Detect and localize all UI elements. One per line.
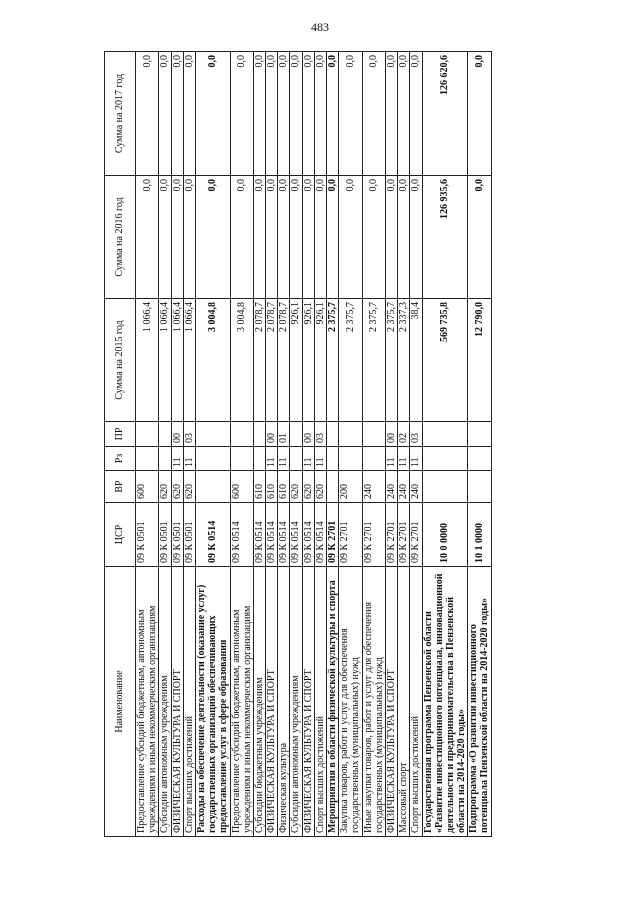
header-sum-2017: Сумма на 2017 год [105, 52, 136, 176]
cell-vr: 610 [266, 471, 278, 503]
cell-csr: 09 К 0501 [183, 503, 195, 567]
cell-sum-2017: 0,0 [278, 52, 290, 176]
cell-rz [468, 447, 491, 471]
cell-sum-2015: 569 735,8 [422, 299, 468, 422]
cell-sum-2016: 0,0 [314, 176, 326, 299]
cell-name: Предоставление субсидий бюджетным, автономным учреждениям и иным некоммерческим организациям [136, 567, 159, 837]
cell-sum-2016: 0,0 [327, 176, 339, 299]
cell-vr: 620 [314, 471, 326, 503]
cell-vr: 620 [290, 471, 302, 503]
cell-csr: 09 К 0514 [290, 503, 302, 567]
cell-vr: 610 [278, 471, 290, 503]
cell-sum-2015: 2 375,7 [339, 299, 362, 422]
cell-rz [253, 447, 265, 471]
cell-pr [195, 422, 230, 447]
table-row [253, 52, 265, 837]
cell-csr: 09 К 0501 [171, 503, 183, 567]
cell-csr: 09 К 0501 [159, 503, 171, 567]
cell-csr: 10 0 0000 [422, 503, 468, 567]
cell-name: Предоставление субсидий бюджетным, автономным учреждениям и иным некоммерческим организациям [230, 567, 253, 837]
cell-sum-2016: 0,0 [266, 176, 278, 299]
cell-name: Иные закупки товаров, работ и услуг для обеспечения государственных (муниципальных) нужд [362, 567, 385, 837]
table-row [362, 52, 385, 837]
cell-rz: 11 [183, 447, 195, 471]
cell-csr: 09 К 0514 [195, 503, 230, 567]
cell-sum-2015: 2 375,7 [362, 299, 385, 422]
cell-pr: 00 [266, 422, 278, 447]
cell-name: Субсидии автономным учреждениям [159, 567, 171, 837]
cell-sum-2017: 0,0 [183, 52, 195, 176]
cell-sum-2015: 1 066,4 [136, 299, 159, 422]
cell-csr: 09 К 0514 [230, 503, 253, 567]
cell-rz [327, 447, 339, 471]
cell-name: ФИЗИЧЕСКАЯ КУЛЬТУРА И СПОРТ [385, 567, 397, 837]
header-sum-2015: Сумма на 2015 год [105, 299, 136, 422]
cell-sum-2015: 12 790,0 [468, 299, 491, 422]
cell-pr: 00 [302, 422, 314, 447]
cell-csr: 09 К 0514 [302, 503, 314, 567]
cell-vr [468, 471, 491, 503]
cell-csr: 09 К 0514 [314, 503, 326, 567]
table-row [136, 52, 159, 837]
cell-csr: 09 К 0514 [266, 503, 278, 567]
table-row [314, 52, 326, 837]
cell-vr: 620 [171, 471, 183, 503]
cell-sum-2016: 0,0 [136, 176, 159, 299]
cell-rz: 11 [171, 447, 183, 471]
cell-sum-2017: 0,0 [171, 52, 183, 176]
header-pr: ПР [105, 422, 136, 447]
cell-vr [327, 471, 339, 503]
cell-vr: 240 [398, 471, 410, 503]
cell-sum-2017: 0,0 [339, 52, 362, 176]
cell-pr: 03 [410, 422, 422, 447]
cell-vr: 620 [159, 471, 171, 503]
table-row [410, 52, 422, 837]
header-csr: ЦСР [105, 503, 136, 567]
cell-name: Физическая культура [278, 567, 290, 837]
cell-sum-2017: 0,0 [385, 52, 397, 176]
cell-sum-2017: 0,0 [362, 52, 385, 176]
cell-rz [230, 447, 253, 471]
cell-sum-2016: 0,0 [183, 176, 195, 299]
header-vr: ВР [105, 471, 136, 503]
cell-name: Спорт высших достижений [314, 567, 326, 837]
cell-csr: 09 К 2701 [410, 503, 422, 567]
table-row [385, 52, 397, 837]
cell-vr: 610 [253, 471, 265, 503]
cell-vr: 240 [385, 471, 397, 503]
cell-rz: 11 [302, 447, 314, 471]
cell-name: Подпрограмма «О развитии инвестиционного потенциала Пензенской области на 2014-2020 годы» [468, 567, 491, 837]
cell-name: Расходы на обеспечение деятельности (оказание услуг) государственных организаций обеспечивающих предоставление услуг в сфере образования [195, 567, 230, 837]
cell-sum-2017: 0,0 [468, 52, 491, 176]
cell-rz: 11 [385, 447, 397, 471]
table-row [230, 52, 253, 837]
cell-sum-2015: 2 078,7 [253, 299, 265, 422]
cell-sum-2016: 0,0 [302, 176, 314, 299]
cell-sum-2017: 126 620,6 [422, 52, 468, 176]
cell-name: Массовый спорт [398, 567, 410, 837]
cell-vr: 240 [362, 471, 385, 503]
cell-sum-2016: 0,0 [278, 176, 290, 299]
cell-csr: 09 К 0514 [253, 503, 265, 567]
cell-pr [253, 422, 265, 447]
cell-sum-2017: 0,0 [266, 52, 278, 176]
cell-csr: 09 К 0514 [278, 503, 290, 567]
cell-sum-2015: 1 066,4 [183, 299, 195, 422]
cell-sum-2015: 2 375,7 [385, 299, 397, 422]
cell-name: Субсидии бюджетным учреждениям [253, 567, 265, 837]
cell-pr [159, 422, 171, 447]
cell-sum-2016: 0,0 [410, 176, 422, 299]
cell-rz [290, 447, 302, 471]
cell-pr: 00 [171, 422, 183, 447]
table-header-row [105, 52, 136, 837]
budget-table [104, 51, 492, 837]
table-row [278, 52, 290, 837]
cell-sum-2017: 0,0 [195, 52, 230, 176]
cell-pr [362, 422, 385, 447]
cell-pr: 00 [385, 422, 397, 447]
cell-name: Спорт высших достижений [410, 567, 422, 837]
cell-sum-2015: 1 066,4 [159, 299, 171, 422]
cell-rz [422, 447, 468, 471]
table-row [468, 52, 491, 837]
cell-pr [468, 422, 491, 447]
cell-sum-2015: 926,1 [314, 299, 326, 422]
cell-sum-2017: 0,0 [136, 52, 159, 176]
cell-sum-2015: 1 066,4 [171, 299, 183, 422]
table-row [183, 52, 195, 837]
cell-vr: 620 [183, 471, 195, 503]
cell-sum-2017: 0,0 [327, 52, 339, 176]
cell-csr: 09 К 0501 [136, 503, 159, 567]
cell-sum-2017: 0,0 [159, 52, 171, 176]
table-row [398, 52, 410, 837]
cell-pr: 02 [398, 422, 410, 447]
cell-sum-2015: 926,1 [290, 299, 302, 422]
cell-sum-2016: 0,0 [468, 176, 491, 299]
cell-sum-2015: 2 337,3 [398, 299, 410, 422]
cell-rz [362, 447, 385, 471]
cell-name: ФИЗИЧЕСКАЯ КУЛЬТУРА И СПОРТ [171, 567, 183, 837]
cell-rz [195, 447, 230, 471]
table-row [327, 52, 339, 837]
cell-vr: 600 [230, 471, 253, 503]
table-row [266, 52, 278, 837]
cell-vr [195, 471, 230, 503]
cell-rz [136, 447, 159, 471]
table-row [302, 52, 314, 837]
cell-rz: 11 [266, 447, 278, 471]
cell-rz: 11 [410, 447, 422, 471]
cell-csr: 09 К 2701 [362, 503, 385, 567]
cell-pr: 03 [183, 422, 195, 447]
cell-vr: 620 [302, 471, 314, 503]
cell-csr: 09 К 2701 [398, 503, 410, 567]
cell-sum-2015: 2 375,7 [327, 299, 339, 422]
cell-pr [339, 422, 362, 447]
cell-sum-2017: 0,0 [410, 52, 422, 176]
cell-sum-2016: 126 935,6 [422, 176, 468, 299]
cell-pr: 03 [314, 422, 326, 447]
cell-sum-2016: 0,0 [195, 176, 230, 299]
cell-rz [339, 447, 362, 471]
cell-vr [422, 471, 468, 503]
cell-sum-2015: 2 078,7 [278, 299, 290, 422]
cell-sum-2017: 0,0 [398, 52, 410, 176]
table-row [171, 52, 183, 837]
cell-rz [159, 447, 171, 471]
table-row [159, 52, 171, 837]
cell-name: ФИЗИЧЕСКАЯ КУЛЬТУРА И СПОРТ [266, 567, 278, 837]
header-rz: Рз [105, 447, 136, 471]
table-row [339, 52, 362, 837]
cell-vr: 200 [339, 471, 362, 503]
cell-sum-2017: 0,0 [290, 52, 302, 176]
page-number: 483 [311, 20, 329, 34]
cell-csr: 10 1 0000 [468, 503, 491, 567]
table-row [195, 52, 230, 837]
table-body [136, 52, 492, 837]
cell-sum-2015: 2 078,7 [266, 299, 278, 422]
header-sum-2016: Сумма на 2016 год [105, 176, 136, 299]
cell-vr: 600 [136, 471, 159, 503]
cell-name: Государственная программа Пензенской области «Развитие инвестиционного потенциала, инновационной деятельности и предпринимательства в Пензенской области на 2014-2020 годы» [422, 567, 468, 837]
cell-name: ФИЗИЧЕСКАЯ КУЛЬТУРА И СПОРТ [302, 567, 314, 837]
cell-sum-2017: 0,0 [253, 52, 265, 176]
cell-csr: 09 К 2701 [339, 503, 362, 567]
cell-pr [327, 422, 339, 447]
cell-csr: 09 К 2701 [327, 503, 339, 567]
cell-name: Субсидии автономным учреждениям [290, 567, 302, 837]
rotated-table-container [104, 52, 566, 837]
cell-sum-2015: 926,1 [302, 299, 314, 422]
cell-sum-2016: 0,0 [385, 176, 397, 299]
cell-sum-2017: 0,0 [314, 52, 326, 176]
cell-rz: 11 [314, 447, 326, 471]
cell-sum-2015: 3 004,8 [230, 299, 253, 422]
cell-sum-2016: 0,0 [339, 176, 362, 299]
cell-pr [422, 422, 468, 447]
cell-pr: 01 [278, 422, 290, 447]
cell-sum-2016: 0,0 [290, 176, 302, 299]
table-row [422, 52, 468, 837]
cell-name: Спорт высших достижений [183, 567, 195, 837]
cell-pr [290, 422, 302, 447]
cell-pr [230, 422, 253, 447]
cell-sum-2017: 0,0 [302, 52, 314, 176]
cell-sum-2016: 0,0 [230, 176, 253, 299]
cell-csr: 09 К 2701 [385, 503, 397, 567]
cell-sum-2015: 3 004,8 [195, 299, 230, 422]
cell-pr [136, 422, 159, 447]
cell-sum-2016: 0,0 [398, 176, 410, 299]
cell-sum-2016: 0,0 [171, 176, 183, 299]
cell-sum-2016: 0,0 [159, 176, 171, 299]
cell-name: Закупка товаров, работ и услуг для обеспечения государственных (муниципальных) нужд [339, 567, 362, 837]
cell-rz: 11 [398, 447, 410, 471]
cell-sum-2016: 0,0 [362, 176, 385, 299]
table-row [290, 52, 302, 837]
cell-rz: 11 [278, 447, 290, 471]
cell-name: Мероприятия в области физической культуры и спорта [327, 567, 339, 837]
header-name: Наименование [105, 567, 136, 837]
cell-sum-2016: 0,0 [253, 176, 265, 299]
cell-sum-2015: 38,4 [410, 299, 422, 422]
cell-sum-2017: 0,0 [230, 52, 253, 176]
cell-vr: 240 [410, 471, 422, 503]
